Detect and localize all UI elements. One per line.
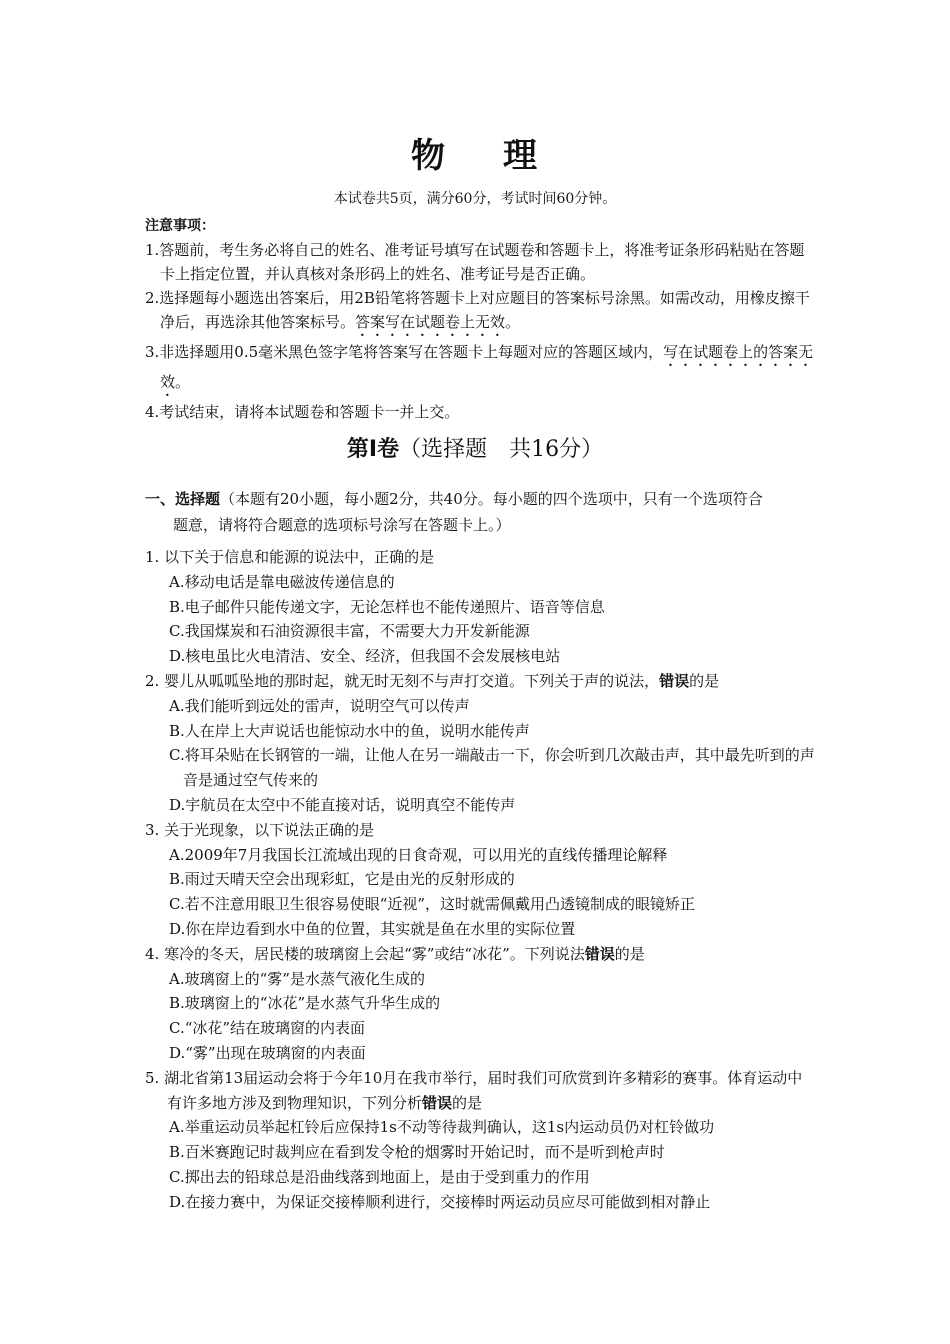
option-b: B.人在岸上大声说话也能惊动水中的鱼，说明水能传声	[169, 721, 530, 740]
option-b: B.雨过天晴天空会出现彩虹，它是由光的反射形成的	[169, 870, 515, 889]
question-stem-text: 3. 关于光现象，以下说法正确的是	[145, 820, 375, 839]
question-4	[145, 942, 815, 1066]
question-stem-text: 5. 湖北省第13届运动会将于今年10月在我市举行，届时我们可欣赏到许多精彩的赛事。体育运动中有许多地方涉及到物理知识，下列分析	[145, 1068, 803, 1112]
title-char-1: 物	[411, 136, 447, 176]
option-a: A.移动电话是靠电磁波传递信息的	[169, 572, 395, 591]
question-stem-end: 的是	[689, 671, 720, 690]
option-c: C.若不注意用眼卫生很容易使眼“近视”，这时就需佩戴用凸透镜制成的眼镜矫正	[169, 895, 696, 914]
section-title-bold: 第Ⅰ卷	[346, 437, 400, 462]
question-list	[145, 545, 815, 1215]
option-a: A.我们能听到远处的雷声，说明空气可以传声	[169, 696, 470, 715]
option-c: C.我国煤炭和石油资源很丰富，不需要大力开发新能源	[169, 622, 530, 641]
option-d: D.你在岸边看到水中鱼的位置，其实就是鱼在水里的实际位置	[169, 919, 576, 938]
note-item-1: 1.答题前，考生务必将自己的姓名、准考证号填写在试题卷和答题卡上，将准考证条形码粘贴在答题卡上指定位置，并认真核对条形码上的姓名、准考证号是否正确。	[145, 241, 805, 283]
option-c: C.掷出去的铅球总是沿曲线落到地面上，是由于受到重力的作用	[169, 1167, 590, 1186]
notes-heading: 注意事项：	[145, 218, 215, 234]
option-b: B.百米赛跑记时裁判应在看到发令枪的烟雾时开始记时，而不是听到枪声时	[169, 1143, 665, 1162]
option-a: A.举重运动员举起杠铃后应保持1s不动等待裁判确认，这1s内运动员仍对杠铃做功	[169, 1118, 715, 1137]
option-b: B.电子邮件只能传递文字，无论怎样也不能传递照片、语音等信息	[169, 597, 605, 616]
question-keyword: 错误	[422, 1093, 453, 1112]
note-item-3-text: 3.非选择题用0.5毫米黑色签字笔将答案写在答题卡上每题对应的答题区域内，	[145, 343, 664, 361]
question-stem	[145, 669, 815, 694]
note-item-2-end: 。	[505, 313, 521, 331]
note-item-2	[145, 286, 815, 340]
note-item-3-end: 。	[175, 373, 191, 391]
option-c: C.将耳朵贴在长钢管的一端，让他人在另一端敲击一下，你会听到几次敲击声，其中最先听到的声音是通过空气传来的	[169, 746, 815, 790]
section-title-rest: （选择题 共16分）	[399, 437, 604, 462]
option-d: D.宇航员在太空中不能直接对话，说明真空不能传声	[169, 795, 516, 814]
question-stem	[145, 818, 815, 843]
question-keyword: 错误	[584, 944, 615, 963]
option-d: D.在接力赛中，为保证交接棒顺利进行，交接棒时两运动员应尽可能做到相对静止	[169, 1192, 711, 1211]
question-1	[145, 545, 815, 669]
question-5	[145, 1066, 815, 1215]
option-d: D.“雾”出现在玻璃窗的内表面	[169, 1043, 366, 1062]
option-d: D.核电虽比火电清洁、安全、经济，但我国不会发展核电站	[169, 647, 561, 666]
note-item-3-emphasis: 写在试题卷上的答案无效	[160, 343, 814, 391]
note-item-3	[145, 340, 815, 400]
option-c: C.“冰花”结在玻璃窗的内表面	[169, 1019, 366, 1038]
question-stem-text: 1. 以下关于信息和能源的说法中，正确的是	[145, 548, 435, 566]
option-b: B.玻璃窗上的“冰花”是水蒸气升华生成的	[169, 994, 441, 1013]
question-stem	[145, 545, 815, 570]
question-stem-end: 的是	[614, 944, 645, 963]
note-item-4: 4.考试结束，请将本试题卷和答题卡一并上交。	[145, 403, 460, 421]
section-title	[0, 432, 950, 463]
question-stem	[145, 942, 815, 967]
question-stem-text: 2. 婴儿从呱呱坠地的那时起，就无时无刻不与声打交道。下列关于声的说法，	[145, 671, 660, 690]
question-keyword: 错误	[659, 671, 690, 690]
note-item-2-text: 2.选择题每小题选出答案后，用2B铅笔将答题卡上对应题目的答案标号涂黑。如需改动，用橡皮擦干净后，再选涂其他答案标号。	[145, 289, 810, 331]
question-stem-text: 4. 寒冷的冬天，居民楼的玻璃窗上会起“雾”或结“冰花”。下列说法	[145, 944, 585, 963]
notes-section	[145, 214, 815, 424]
page-title	[0, 128, 950, 177]
exam-info: 本试卷共5页，满分60分，考试时间60分钟。	[333, 191, 617, 207]
question-stem-end: 的是	[452, 1093, 483, 1112]
part-header	[145, 486, 815, 538]
option-a: A.2009年7月我国长江流域出现的日食奇观，可以用光的直线传播理论解释	[169, 845, 668, 864]
question-stem	[145, 1066, 815, 1116]
part-heading: 一、选择题	[145, 490, 221, 508]
question-3	[145, 818, 815, 942]
part-description: （本题有20小题，每小题2分，共40分。每小题的四个选项中，只有一个选项符合	[220, 490, 763, 508]
part-description-2: 题意，请将符合题意的选项标号涂写在答题卡上。）	[173, 516, 511, 534]
note-item-2-emphasis: 答案写在试题卷上无效	[355, 313, 506, 331]
option-a: A.玻璃窗上的“雾”是水蒸气液化生成的	[169, 969, 425, 988]
question-2	[145, 669, 815, 818]
title-char-2: 理	[503, 136, 539, 176]
